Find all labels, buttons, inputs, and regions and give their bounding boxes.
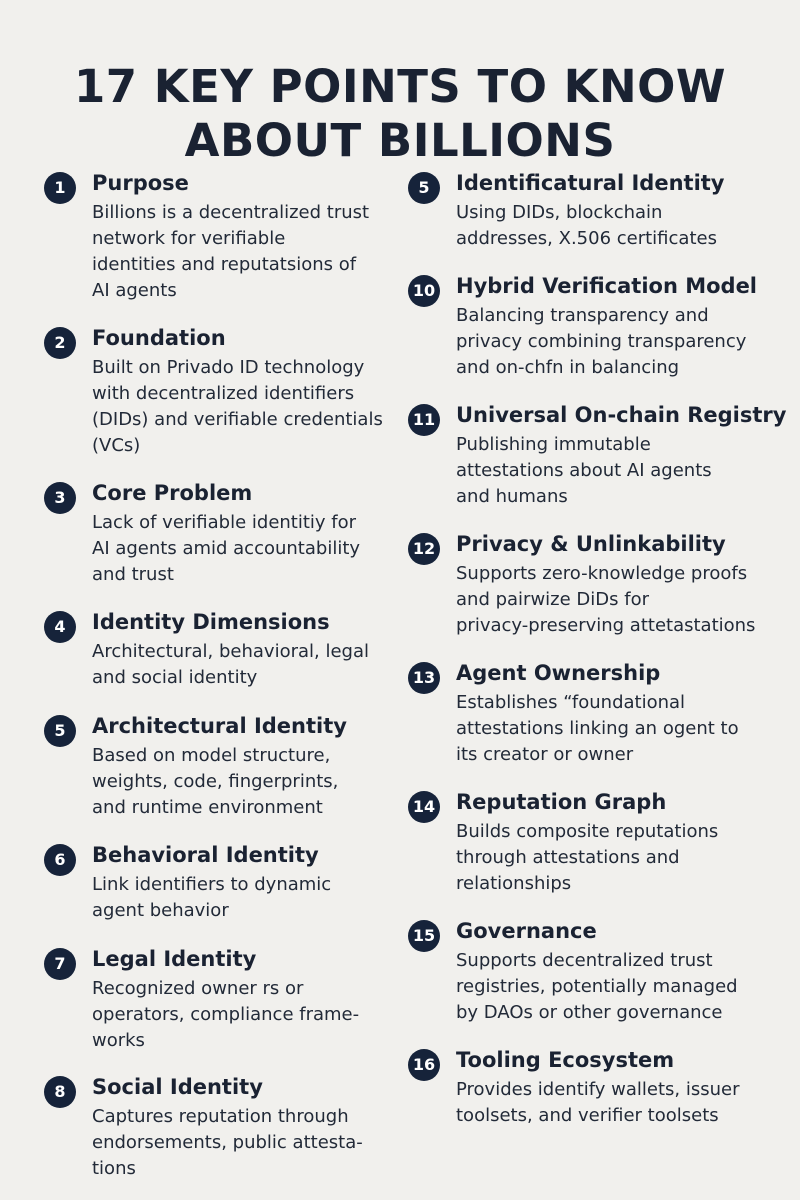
description-line: relationships — [456, 873, 572, 894]
description-line: Builds composite reputations — [456, 821, 719, 842]
description-line: attestations linking an ogent to — [456, 718, 739, 739]
description-line: Publishing immutable — [456, 434, 651, 455]
description-line: attestations about AI agents — [456, 460, 712, 481]
description-line: and humans — [456, 486, 568, 507]
key-point-description — [456, 200, 717, 252]
description-line: Using DIDs, blockchain — [456, 202, 663, 223]
key-point-description — [92, 1104, 363, 1182]
description-line: Recognized owner rs or — [92, 978, 304, 999]
number-badge: 14 — [408, 791, 440, 823]
key-point-title: Tooling Ecosystem — [456, 1048, 675, 1072]
description-line: Establishes “foundational — [456, 692, 686, 713]
description-line: its creator or owner — [456, 744, 634, 765]
key-point-description — [456, 690, 739, 768]
key-point-title: Identity Dimensions — [92, 610, 330, 634]
key-point-title: Agent Ownership — [456, 661, 661, 685]
description-line: addresses, X.506 certificates — [456, 228, 717, 249]
number-badge: 1 — [44, 172, 76, 204]
key-point-description — [456, 819, 718, 897]
description-line: works — [92, 1030, 145, 1051]
description-line: and social identity — [92, 667, 258, 688]
number-badge: 10 — [408, 275, 440, 307]
number-badge: 6 — [44, 844, 76, 876]
key-point-title: Foundation — [92, 326, 226, 350]
description-line: Link identifiers to dynamic — [92, 874, 332, 895]
key-point-description — [92, 976, 359, 1054]
key-point-title: Behavioral Identity — [92, 843, 319, 867]
description-line: AI agents amid accountability — [92, 538, 361, 559]
description-line: and on-chfn in balancing — [456, 357, 680, 378]
key-point-title: Governance — [456, 919, 597, 943]
description-line: weights, code, fingerprints, — [92, 771, 339, 792]
key-point-description — [456, 561, 755, 639]
description-line: Architectural, behavioral, legal — [92, 641, 370, 662]
key-point-title: Architectural Identity — [92, 714, 347, 738]
description-line: Captures reputation through — [92, 1106, 349, 1127]
number-badge: 3 — [44, 482, 76, 514]
key-point-description — [456, 303, 746, 381]
key-point-title: Social Identity — [92, 1075, 263, 1099]
key-point-title: Universal On-chain Registry — [456, 403, 787, 427]
number-badge: 8 — [44, 1076, 76, 1108]
key-point-description — [92, 743, 338, 821]
description-line: Billions is a decentralized trust — [92, 202, 370, 223]
page-title — [0, 60, 800, 168]
key-point-title: Privacy & Unlinkability — [456, 532, 726, 556]
description-line: Built on Privado ID technology — [92, 357, 365, 378]
description-line: identities and reputatsions of — [92, 254, 357, 275]
title-line-2: ABOUT BILLIONS — [184, 114, 616, 168]
key-point-description — [92, 510, 360, 588]
key-point-description — [456, 948, 738, 1026]
key-point-description — [92, 355, 383, 459]
key-point-description — [92, 639, 369, 691]
number-badge: 13 — [408, 662, 440, 694]
description-line: and runtime environment — [92, 797, 323, 818]
description-line: through attestations and — [456, 847, 680, 868]
description-line: Balancing transparency and — [456, 305, 709, 326]
description-line: by DAOs or other governance — [456, 1002, 723, 1023]
number-badge: 15 — [408, 920, 440, 952]
description-line: (DIDs) and verifiable credentials — [92, 409, 383, 430]
key-point-title: Legal Identity — [92, 947, 257, 971]
description-line: Based on model structure, — [92, 745, 331, 766]
description-line: agent behavior — [92, 900, 229, 921]
number-badge: 7 — [44, 948, 76, 980]
description-line: tions — [92, 1158, 136, 1179]
description-line: toolsets, and verifier toolsets — [456, 1105, 719, 1126]
number-badge: 4 — [44, 611, 76, 643]
key-point-title: Identificatural Identity — [456, 171, 725, 195]
title-line-1: 17 KEY POINTS TO KNOW — [73, 60, 727, 114]
description-line: and trust — [92, 564, 174, 585]
description-line: AI agents — [92, 280, 177, 301]
description-line: operators, compliance frame- — [92, 1004, 360, 1025]
description-line: privacy-preserving attetastations — [456, 615, 756, 636]
description-line: Provides identify wallets, issuer — [456, 1079, 740, 1100]
description-line: network for verifiable — [92, 228, 286, 249]
key-point-description — [456, 432, 712, 510]
key-point-title: Purpose — [92, 171, 189, 195]
key-point-title: Hybrid Verification Model — [456, 274, 758, 298]
description-line: Supports zero-knowledge proofs — [456, 563, 748, 584]
number-badge: 5 — [408, 172, 440, 204]
number-badge: 11 — [408, 404, 440, 436]
key-point-title: Reputation Graph — [456, 790, 667, 814]
number-badge: 2 — [44, 327, 76, 359]
number-badge: 12 — [408, 533, 440, 565]
description-line: with decentralized identifiers — [92, 383, 355, 404]
description-line: endorsements, public attesta- — [92, 1132, 363, 1153]
description-line: registries, potentially managed — [456, 976, 738, 997]
key-point-description — [92, 200, 369, 304]
key-point-description — [456, 1077, 740, 1129]
description-line: (VCs) — [92, 435, 141, 456]
description-line: privacy combining transparency — [456, 331, 747, 352]
description-line: Lack of verifiable identitiy for — [92, 512, 357, 533]
number-badge: 5 — [44, 715, 76, 747]
number-badge: 16 — [408, 1049, 440, 1081]
description-line: and pairwize DiDs for — [456, 589, 649, 610]
key-point-title: Core Problem — [92, 481, 253, 505]
key-point-description — [92, 872, 331, 924]
description-line: Supports decentralized trust — [456, 950, 713, 971]
